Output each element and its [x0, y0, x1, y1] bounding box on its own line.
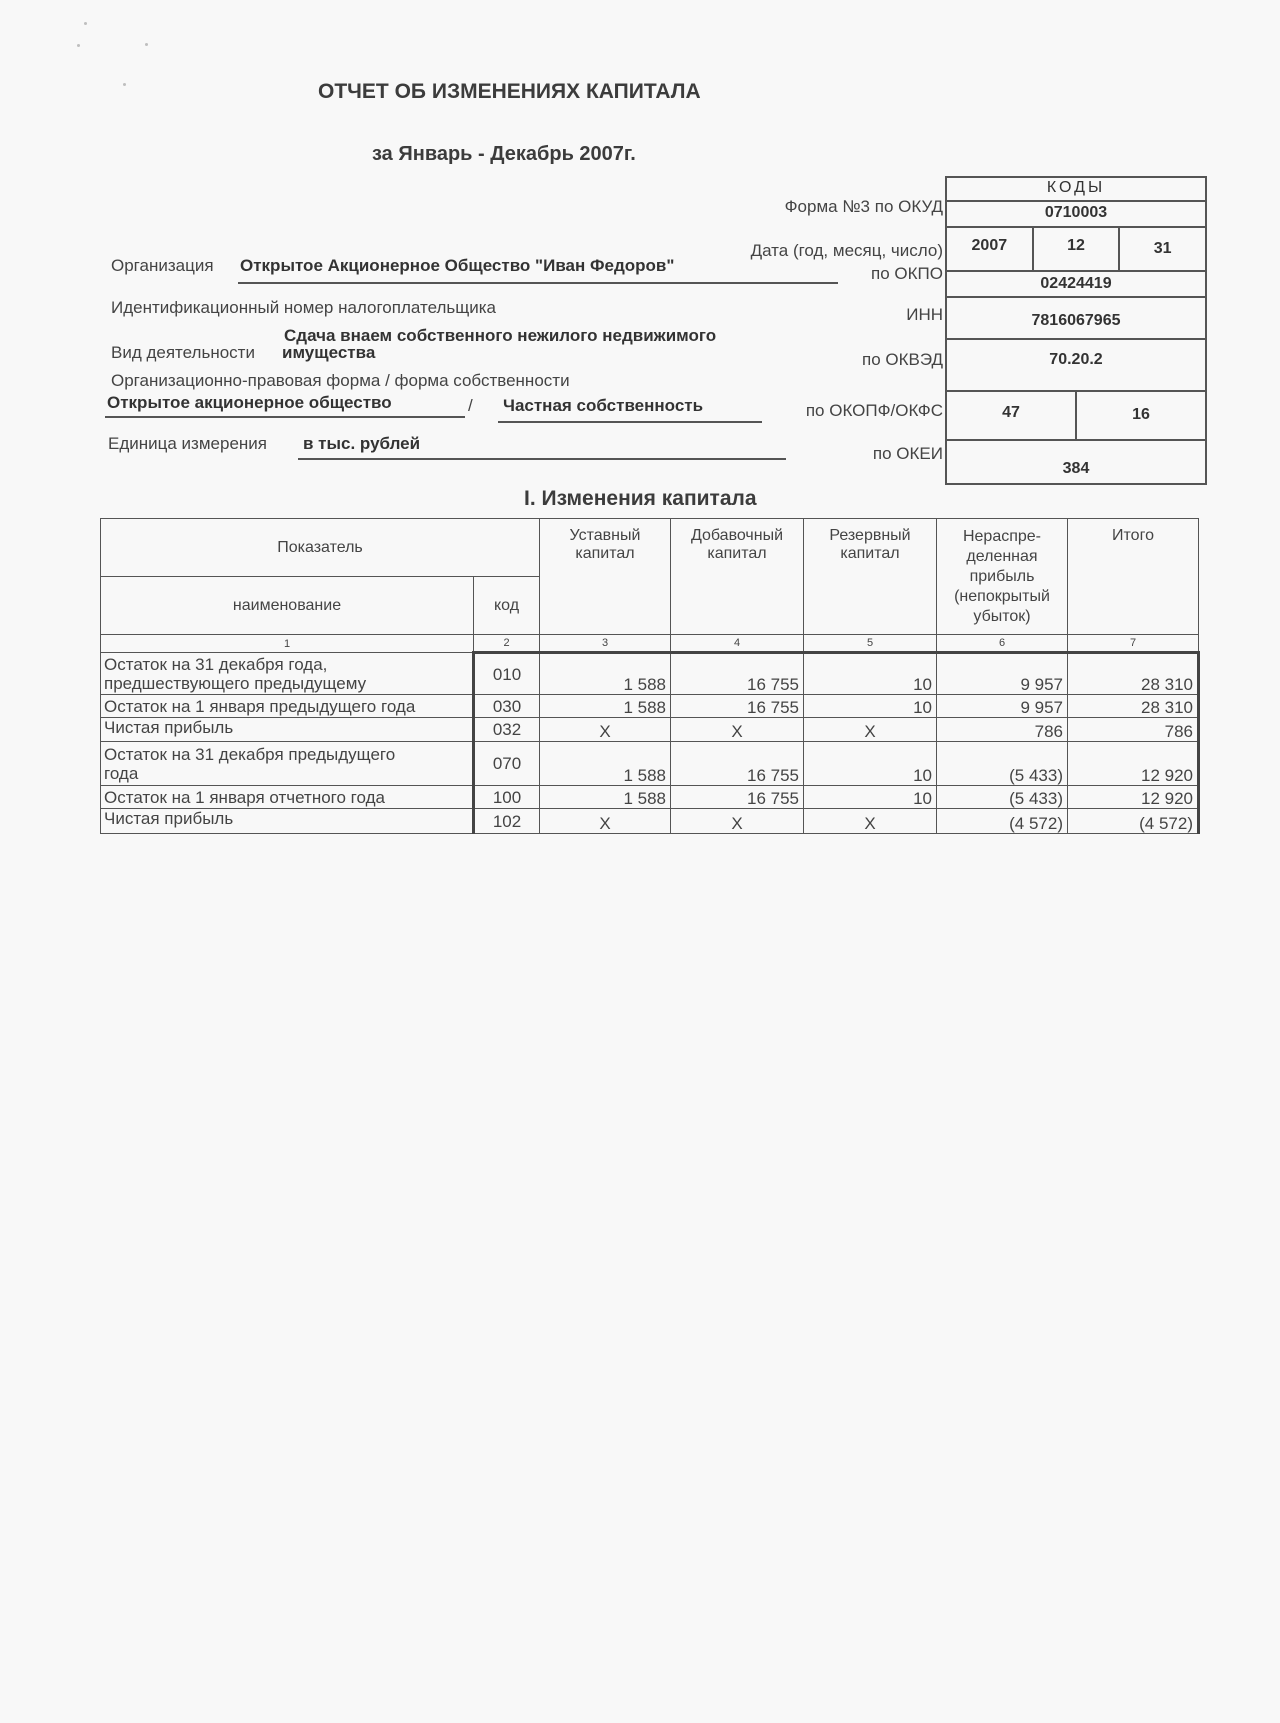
okfs-code: 16	[1075, 392, 1205, 439]
date-month-code: 12	[1032, 228, 1119, 270]
activity-value-line2: имущества	[282, 343, 376, 362]
column-number: 3	[540, 635, 671, 653]
row-charter: 1 588	[540, 653, 671, 695]
legal-form-separator: /	[468, 396, 473, 415]
okpo-code: 02424419	[1040, 275, 1112, 292]
row-additional: 16 755	[671, 653, 804, 695]
row-additional: 16 755	[671, 695, 804, 718]
row-reserve: X	[804, 809, 937, 834]
row-total: 786	[1068, 718, 1199, 742]
okpo-label: по ОКПО	[871, 264, 943, 283]
scan-speck	[123, 83, 126, 86]
row-additional: X	[671, 718, 804, 742]
column-number: 5	[804, 635, 937, 653]
unit-value: в тыс. рублей	[303, 434, 421, 453]
row-name: Остаток на 1 января предыдущего года	[101, 695, 474, 718]
column-number: 7	[1068, 635, 1199, 653]
date-year-code: 2007	[971, 237, 1008, 254]
row-charter: 1 588	[540, 695, 671, 718]
column-number: 2	[474, 635, 540, 653]
row-total: 12 920	[1068, 786, 1199, 809]
row-charter: 1 588	[540, 786, 671, 809]
table-row	[101, 742, 1199, 786]
organization-value: Открытое Акционерное Общество "Иван Федоров"	[240, 256, 675, 275]
ownership-underline	[498, 421, 762, 423]
row-charter: 1 588	[540, 742, 671, 786]
row-retained: 9 957	[937, 653, 1068, 695]
row-total: (4 572)	[1068, 809, 1199, 834]
row-reserve: 10	[804, 653, 937, 695]
row-code: 100	[474, 786, 540, 809]
report-period: за Январь - Декабрь 2007г.	[372, 143, 636, 165]
legal-form-underline	[105, 416, 465, 418]
legal-form-value: Открытое акционерное общество	[107, 393, 392, 412]
header-additional-capital: Добавочный капитал	[671, 519, 804, 635]
row-code: 102	[474, 809, 540, 834]
row-charter: X	[540, 718, 671, 742]
table-row	[101, 653, 1199, 695]
row-name: Чистая прибыль	[101, 809, 474, 834]
date-label: Дата (год, месяц, число)	[750, 241, 943, 260]
row-name: Остаток на 31 декабря года, предшествующего предыдущему	[101, 653, 474, 695]
okud-code: 0710003	[1044, 204, 1108, 221]
header-retained-earnings: Нераспре- деленная прибыль (непокрытый убыток)	[937, 519, 1068, 635]
column-number: 6	[937, 635, 1068, 653]
scan-speck	[84, 22, 87, 25]
row-reserve: 10	[804, 695, 937, 718]
unit-label: Единица измерения	[108, 434, 267, 453]
report-title: ОТЧЕТ ОБ ИЗМЕНЕНИЯХ КАПИТАЛА	[318, 80, 701, 103]
date-day-code: 31	[1118, 228, 1205, 270]
header-charter-capital: Уставный капитал	[540, 519, 671, 635]
form-okud-label: Форма №3 по ОКУД	[784, 197, 943, 216]
inn-code: 7816067965	[1031, 312, 1121, 329]
row-retained: (5 433)	[937, 786, 1068, 809]
row-retained: (4 572)	[937, 809, 1068, 834]
row-code: 070	[474, 742, 540, 786]
okopf-label: по ОКОПФ/ОКФС	[805, 401, 943, 420]
activity-label: Вид деятельности	[111, 343, 255, 362]
row-retained: 786	[937, 718, 1068, 742]
row-name: Остаток на 1 января отчетного года	[101, 786, 474, 809]
okved-code: 70.20.2	[1049, 351, 1103, 368]
unit-underline	[298, 458, 786, 460]
row-additional: 16 755	[671, 742, 804, 786]
row-retained: 9 957	[937, 695, 1068, 718]
row-reserve: X	[804, 718, 937, 742]
table-row	[101, 718, 1199, 742]
okved-label: по ОКВЭД	[861, 350, 943, 369]
capital-changes-table	[100, 518, 1200, 834]
inn-label: ИНН	[906, 305, 943, 324]
taxpayer-id-label: Идентификационный номер налогоплательщика	[111, 298, 496, 317]
row-code: 010	[474, 653, 540, 695]
section-title: I. Изменения капитала	[524, 487, 757, 510]
organization-label: Организация	[111, 256, 214, 275]
row-additional: 16 755	[671, 786, 804, 809]
scan-speck	[145, 43, 148, 46]
row-code: 032	[474, 718, 540, 742]
row-retained: (5 433)	[937, 742, 1068, 786]
row-total: 28 310	[1068, 653, 1199, 695]
okopf-code: 47	[1002, 404, 1020, 421]
column-number: 4	[671, 635, 804, 653]
codes-box	[945, 176, 1207, 485]
header-code: код	[474, 577, 540, 635]
codes-header: КОДЫ	[1046, 179, 1106, 196]
row-additional: X	[671, 809, 804, 834]
scan-speck	[77, 44, 80, 47]
header-indicator: Показатель	[101, 519, 540, 577]
legal-form-label: Организационно-правовая форма / форма собственности	[111, 371, 570, 390]
row-charter: X	[540, 809, 671, 834]
column-number: 1	[101, 635, 474, 653]
row-name: Чистая прибыль	[101, 718, 474, 742]
row-code: 030	[474, 695, 540, 718]
okei-code: 384	[1062, 460, 1090, 477]
okei-label: по ОКЕИ	[872, 444, 943, 463]
row-total: 28 310	[1068, 695, 1199, 718]
row-total: 12 920	[1068, 742, 1199, 786]
table-row	[101, 809, 1199, 834]
header-reserve-capital: Резервный капитал	[804, 519, 937, 635]
row-reserve: 10	[804, 742, 937, 786]
table-row	[101, 695, 1199, 718]
activity-value-line1: Сдача внаем собственного нежилого недвижимого	[284, 326, 717, 345]
table-row	[101, 786, 1199, 809]
row-name: Остаток на 31 декабря предыдущего года	[101, 742, 474, 786]
row-reserve: 10	[804, 786, 937, 809]
ownership-value: Частная собственность	[503, 396, 704, 415]
organization-underline	[238, 282, 838, 284]
header-name: наименование	[101, 577, 474, 635]
header-total: Итого	[1068, 519, 1199, 635]
